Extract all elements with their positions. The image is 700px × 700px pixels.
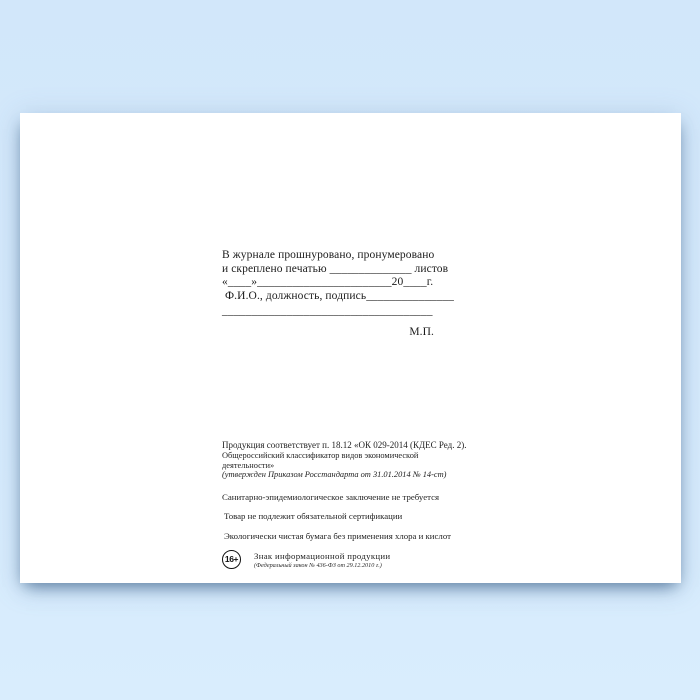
age-16-plus-badge-icon: 16+ (222, 550, 241, 569)
product-compliance-line-1: Продукция соответствует п. 18.12 «ОК 029-2014 (КДЕС Ред. 2). (222, 440, 467, 450)
compliance-block (222, 440, 472, 569)
certification-note: Товар не подлежит обязательной сертификации (224, 511, 403, 522)
age-mark-title: Знак информационной продукции (254, 550, 391, 561)
stitching-line-5-rule: ____________________________________ (222, 305, 433, 318)
product-compliance-line-2: Общероссийский классификатор видов экономической деятельности» (222, 451, 419, 470)
sanitary-note: Санитарно-эпидемиологическое заключение не требуется (222, 491, 440, 502)
age-mark-text (254, 550, 390, 570)
product-compliance-line-3: (утвержден Приказом Росстандарта от 31.01.2014 № 14-ст) (222, 470, 447, 480)
journal-back-page (20, 113, 681, 583)
stitching-line-4-signature: Ф.И.О., должность, подпись_______________ (225, 289, 454, 302)
stitching-line-1: В журнале прошнуровано, пронумеровано (222, 249, 435, 261)
seal-place-label: М.П. (409, 325, 434, 338)
stitching-seal-block (222, 249, 454, 340)
age-mark-law: (Федеральный закон № 436-ФЗ от 29.12.2010 г.) (254, 562, 382, 570)
age-mark-row (222, 550, 472, 570)
stitching-line-3-date: «____»_______________________20____г. (222, 276, 434, 289)
stitching-line-2: и скреплено печатью ______________ листов (222, 262, 449, 275)
eco-paper-note: Экологически чистая бумага без применения хлора и кислот (224, 530, 451, 541)
